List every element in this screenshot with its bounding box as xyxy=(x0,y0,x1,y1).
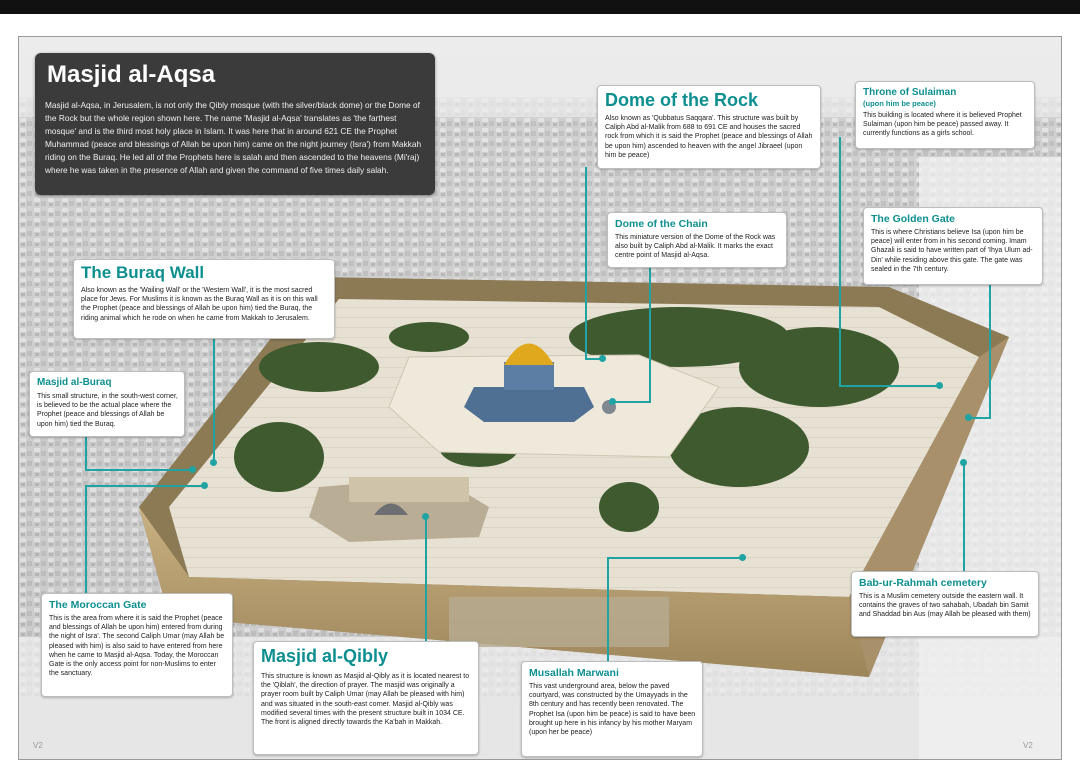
label-text: This is a Muslim cemetery outside the eastern wall. It contains the graves of two sahabah, Ubadah bin Samit and Shaddad bin Aus (may Allah be pleased with them) xyxy=(859,593,1031,619)
connector-moroccan-gate xyxy=(85,487,87,597)
connector-dome-rock xyxy=(585,167,587,360)
page-title: Masjid al-Aqsa xyxy=(47,61,216,88)
label-masjid-qibly xyxy=(253,641,479,755)
connector-masjid-buraq-h xyxy=(85,469,193,471)
intro-panel xyxy=(35,53,435,195)
connector-buraq-wall xyxy=(213,337,215,461)
label-title: Throne of Sulaiman xyxy=(863,87,957,98)
label-bab-ur-rahmah xyxy=(851,571,1039,637)
marker-dome-chain xyxy=(609,398,616,405)
connector-cemetery xyxy=(963,463,965,573)
label-title: Dome of the Rock xyxy=(605,90,759,110)
connector-moroccan-gate-h xyxy=(85,485,205,487)
connector-golden-gate-h xyxy=(969,417,991,419)
marker-throne xyxy=(936,382,943,389)
connector-dome-chain-h xyxy=(614,401,651,403)
marker-moroccan-gate xyxy=(201,482,208,489)
label-subtitle: (upon him be peace) xyxy=(863,99,936,108)
label-text: This vast underground area, below the paved courtyard, was constructed by the Umayyads in the 8th century and has recently been renovated. The Prophet Isa (upon him be peace) is said to have been brought up here in his infancy by his mother Maryam (upon her be peace) xyxy=(529,683,696,737)
marker-dome-rock xyxy=(599,355,606,362)
label-throne-sulaiman xyxy=(855,81,1035,149)
connector-golden-gate xyxy=(989,283,991,419)
label-text: This is where Christians believe Isa (upon him be peace) will enter from in his second coming. Imam Ghazali is said to have written part of 'Ihya Ulum ad-Din' while residing above this gate. The gate was sealed in the 7th century. xyxy=(871,229,1033,273)
connector-throne xyxy=(839,137,841,387)
connector-marwani-h xyxy=(607,557,743,559)
label-masjid-buraq xyxy=(29,371,185,437)
marker-marwani xyxy=(739,554,746,561)
page xyxy=(0,14,1080,780)
label-title: Masjid al-Qibly xyxy=(261,646,389,666)
label-text: This is the area from where it is said the Prophet (peace and blessings of Allah be upon him) entered from during the night of Isra'. The second Caliph Umar (may Allah be pleased with him) is also said to have entered from here when he came to Masjid al-Aqsa. Today, the Moroccan Gate is the only access point for non-Muslims to enter the sanctuary. xyxy=(49,615,225,678)
top-bar xyxy=(0,0,1080,14)
marker-cemetery xyxy=(960,459,967,466)
marker-masjid-buraq xyxy=(189,466,196,473)
label-dome-rock xyxy=(597,85,821,169)
connector-dome-chain xyxy=(649,263,651,403)
label-text: This building is located where it is believed Prophet Sulaiman (upon him be peace) passed away. It currently functions as a girls school. xyxy=(863,112,1022,138)
marker-qibly xyxy=(422,513,429,520)
label-title: Dome of the Chain xyxy=(615,218,708,230)
label-title: Masjid al-Buraq xyxy=(37,377,112,388)
label-text: Also known as 'Qubbatus Saqqara'. This structure was built by Caliph Abd al-Malik from 688 to 691 CE and houses the sacred rock from which it is said the Prophet (peace and blessings of Allah be upon him) ascended to heaven with the angel Jibraeel (upon him be peace) xyxy=(605,115,813,159)
connector-marwani xyxy=(607,559,609,663)
label-text: This miniature version of the Dome of the Rock was also built by Caliph Abd al-Malik. It marks the exact centre point of Masjid al-Aqsa. xyxy=(615,234,776,260)
label-title: Musallah Marwani xyxy=(529,667,619,679)
connector-throne-h xyxy=(839,385,939,387)
label-buraq-wall xyxy=(73,259,335,339)
label-title: The Golden Gate xyxy=(871,213,956,225)
version-left: V2 xyxy=(33,741,43,750)
label-title: The Buraq Wall xyxy=(81,263,205,282)
label-moroccan-gate xyxy=(41,593,233,697)
label-golden-gate xyxy=(863,207,1043,285)
connector-qibly xyxy=(425,517,427,643)
marker-golden-gate xyxy=(965,414,972,421)
label-text: This small structure, in the south-west corner, is believed to be the actual place where the Prophet (peace and blessings of Allah be upon him) tied the Buraq. xyxy=(37,393,178,428)
version-right: V2 xyxy=(1023,741,1033,750)
label-title: Bab-ur-Rahmah cemetery xyxy=(859,577,987,589)
connector-masjid-buraq xyxy=(85,435,87,471)
label-text: Also known as the 'Wailing Wall' or the 'Western Wall', it is the most sacred place for Jews. For Muslims it is known as the Buraq Wall as it is on this wall the Prophet (peace and blessings of Allah be upon him) tied the Buraq, the riding animal which he rode on when he came from Makkah to Jerusalem. xyxy=(81,287,318,322)
label-title: The Moroccan Gate xyxy=(49,599,147,611)
label-text: This structure is known as Masjid al-Qibly as it is located nearest to the 'Qiblah', the direction of prayer. The masjid was originally a prayer room built by Caliph Umar (may Allah be pleased with him) and was situated in the south-east corner. Masjid al-Qibly was modified several times with the present structure built in 1034 CE. The front is aligned directly towards the Ka'bah in Makkah. xyxy=(261,673,470,727)
marker-buraq-wall xyxy=(210,459,217,466)
label-musallah-marwani xyxy=(521,661,703,757)
intro-text: Masjid al-Aqsa, in Jerusalem, is not only the Qibly mosque (with the silver/black dome) or the Dome of the Rock but the whole region shown here. The name 'Masjid al-Aqsa' translates as 'the farthest mosque' and is the third most holy place in Islam. It was here that in around 621 CE the Prophet Muhammad (peace and blessings of Allah be upon him) came on the night journey (Isra') from Makkah riding on the Buraq. He led all of the Prophets here is salah and then ascended to the heavens (Mi'raj) where he was taken in the presence of Allah and given the command of five times daily salah. xyxy=(45,100,422,175)
label-dome-chain xyxy=(607,212,787,268)
poster-frame xyxy=(18,36,1062,760)
